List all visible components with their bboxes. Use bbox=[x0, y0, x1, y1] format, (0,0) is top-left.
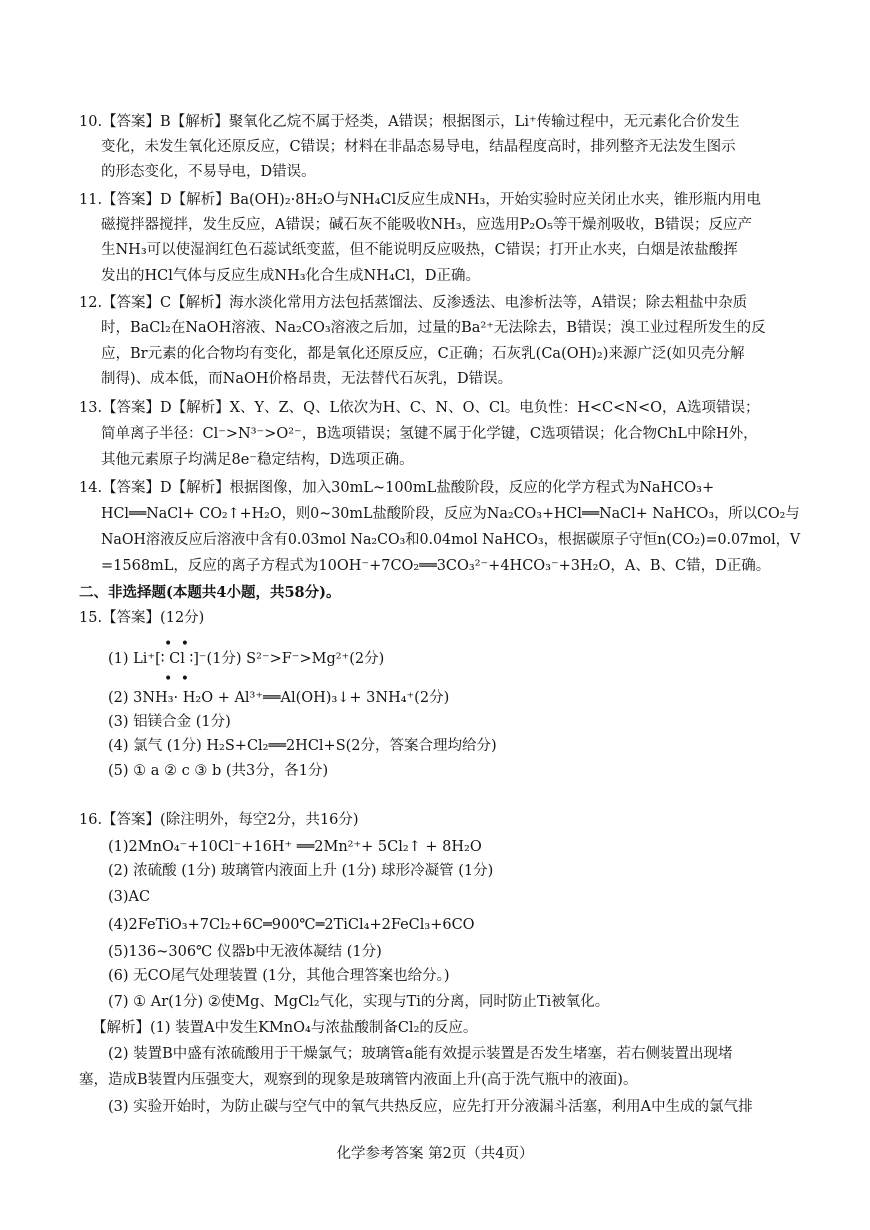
text-line-l10: 应，Br元素的化合物均有变化，都是氧化还原反应，C正确；石灰乳(Ca(OH)₂)来源广泛(如贝壳分解 bbox=[101, 346, 745, 362]
text-line-l24: (4) 氯气 (1分) H₂S+Cl₂══2HCl+S(2分，答案合理均给分) bbox=[108, 738, 497, 754]
text-line-l36: 塞，造成B装置内压强变大，观察到的现象是玻璃管内液面上升(高于洗气瓶中的液面)。 bbox=[79, 1072, 638, 1088]
text-line-l07: 发出的HCl气体与反应生成NH₃化合生成NH₄Cl，D正确。 bbox=[101, 268, 481, 284]
text-line-l13: 简单离子半径：Cl⁻>N³⁻>O²⁻，B选项错误；氢键不属于化学键，C选项错误；化合物ChL中除H外， bbox=[101, 426, 758, 442]
text-line-l29: (3)AC bbox=[108, 889, 151, 905]
text-line-l14: 其他元素原子均满足8e⁻稳定结构，D选项正确。 bbox=[101, 452, 414, 468]
text-line-l25: (5) ① a ② c ③ b (共3分，各1分) bbox=[108, 763, 329, 779]
text-line-l33: (7) ① Ar(1分) ②使Mg、MgCl₂气化，实现与Ti的分离，同时防止Ti被氧化。 bbox=[108, 994, 610, 1010]
text-line-l21: (1) Li⁺[∶ Cl ∶]⁻(1分) S²⁻>F⁻>Mg²⁺(2分) bbox=[108, 651, 385, 667]
text-line-l18: =1568mL，反应的离子方程式为10OH⁻+7CO₂══3CO₃²⁻+4HCO₃⁻+3H₂O，A、B、C错，D正确。 bbox=[101, 558, 771, 574]
text-line-l01: 10.【答案】B【解析】聚氧化乙烷不属于烃类，A错误；根据图示，Li⁺传输过程中，无元素化合价发生 bbox=[79, 114, 740, 130]
text-line-l31: (5)136~306℃ 仪器b中无液体凝结 (1分) bbox=[108, 944, 382, 960]
text-line-l08: 12.【答案】C【解析】海水淡化常用方法包括蒸馏法、反渗透法、电渗析法等，A错误；除去粗盐中杂质 bbox=[79, 295, 748, 311]
text-line-l03: 的形态变化，不易导电，D错误。 bbox=[101, 164, 316, 180]
text-line-l32: (6) 无CO尾气处理装置 (1分，其他合理答案也给分。) bbox=[108, 968, 450, 984]
text-line-l30: (4)2FeTiO₃+7Cl₂+6C═900℃═2TiCl₄+2FeCl₃+6CO bbox=[108, 917, 475, 933]
text-line-l27: (1)2MnO₄⁻+10Cl⁻+16H⁺ ══2Mn²⁺+ 5Cl₂↑ + 8H₂O bbox=[108, 839, 482, 855]
text-line-l35: (2) 装置B中盛有浓硫酸用于干燥氯气；玻璃管a能有效提示装置是否发生堵塞，若右侧装置出现堵 bbox=[108, 1046, 733, 1062]
text-line-l09: 时，BaCl₂在NaOH溶液、Na₂CO₃溶液之后加，过量的Ba²⁺无法除去，B错误；溴工业过程所发生的反 bbox=[101, 320, 766, 336]
text-line-l20: 15.【答案】(12分) bbox=[79, 610, 205, 626]
text-line-l06: 生NH₃可以使湿润红色石蕊试纸变蓝，但不能说明反应吸热，C错误；打开止水夹，白烟是浓盐酸挥 bbox=[101, 242, 738, 258]
text-line-l11: 制得)、成本低，而NaOH价格昂贵，无法替代石灰乳，D错误。 bbox=[101, 371, 513, 387]
text-line-l12: 13.【答案】D【解析】X、Y、Z、Q、L依次为H、C、N、O、Cl。电负性：H<C<N<O，A选项错误； bbox=[79, 400, 760, 416]
text-line-l17: NaOH溶液反应后溶液中含有0.03mol Na₂CO₃和0.04mol NaHCO₃，根据碳原子守恒n(CO₂)=0.07mol，V bbox=[101, 532, 801, 548]
text-line-l02: 变化，未发生氧化还原反应，C错误；材料在非晶态易导电，结晶程度高时，排列整齐无法发生图示 bbox=[101, 139, 736, 155]
text-line-l16: HCl══NaCl+ CO₂↑+H₂O，则0~30mL盐酸阶段，反应为Na₂CO₃+HCl══NaCl+ NaHCO₃，所以CO₂与 bbox=[101, 506, 800, 522]
text-line-l19: 二、非选择题(本题共4小题，共58分)。 bbox=[79, 584, 341, 601]
text-line-l22: (2) 3NH₃· H₂O + Al³⁺══Al(OH)₃↓+ 3NH₄⁺(2分) bbox=[108, 690, 450, 706]
text-line-l37: (3) 实验开始时，为防止碳与空气中的氧气共热反应，应先打开分液漏斗活塞，利用A中生成的氯气排 bbox=[108, 1099, 753, 1115]
electron-dots-bottom: • • bbox=[164, 671, 191, 687]
text-line-l26: 16.【答案】(除注明外，每空2分，共16分) bbox=[79, 812, 359, 828]
text-line-l05: 磁搅拌器搅拌，发生反应，A错误；碱石灰不能吸收NH₃，应选用P₂O₅等干燥剂吸收，B错误；反应产 bbox=[101, 217, 753, 233]
text-line-l04: 11.【答案】D【解析】Ba(OH)₂·8H₂O与NH₄Cl反应生成NH₃，开始实验时应关闭止水夹，锥形瓶内用电 bbox=[79, 192, 761, 208]
text-line-l15: 14.【答案】D【解析】根据图像，加入30mL~100mL盐酸阶段，反应的化学方程式为NaHCO₃+ bbox=[79, 480, 715, 496]
text-line-l28: (2) 浓硫酸 (1分) 玻璃管内液面上升 (1分) 球形冷凝管 (1分) bbox=[108, 863, 494, 879]
text-line-l23: (3) 铝镁合金 (1分) bbox=[108, 714, 231, 730]
text-line-l34: 【解析】(1) 装置A中发生KMnO₄与浓盐酸制备Cl₂的反应。 bbox=[92, 1020, 478, 1036]
page-footer: 化学参考答案 第2页（共4页） bbox=[336, 1146, 534, 1162]
electron-dots-top: • • bbox=[164, 636, 191, 652]
